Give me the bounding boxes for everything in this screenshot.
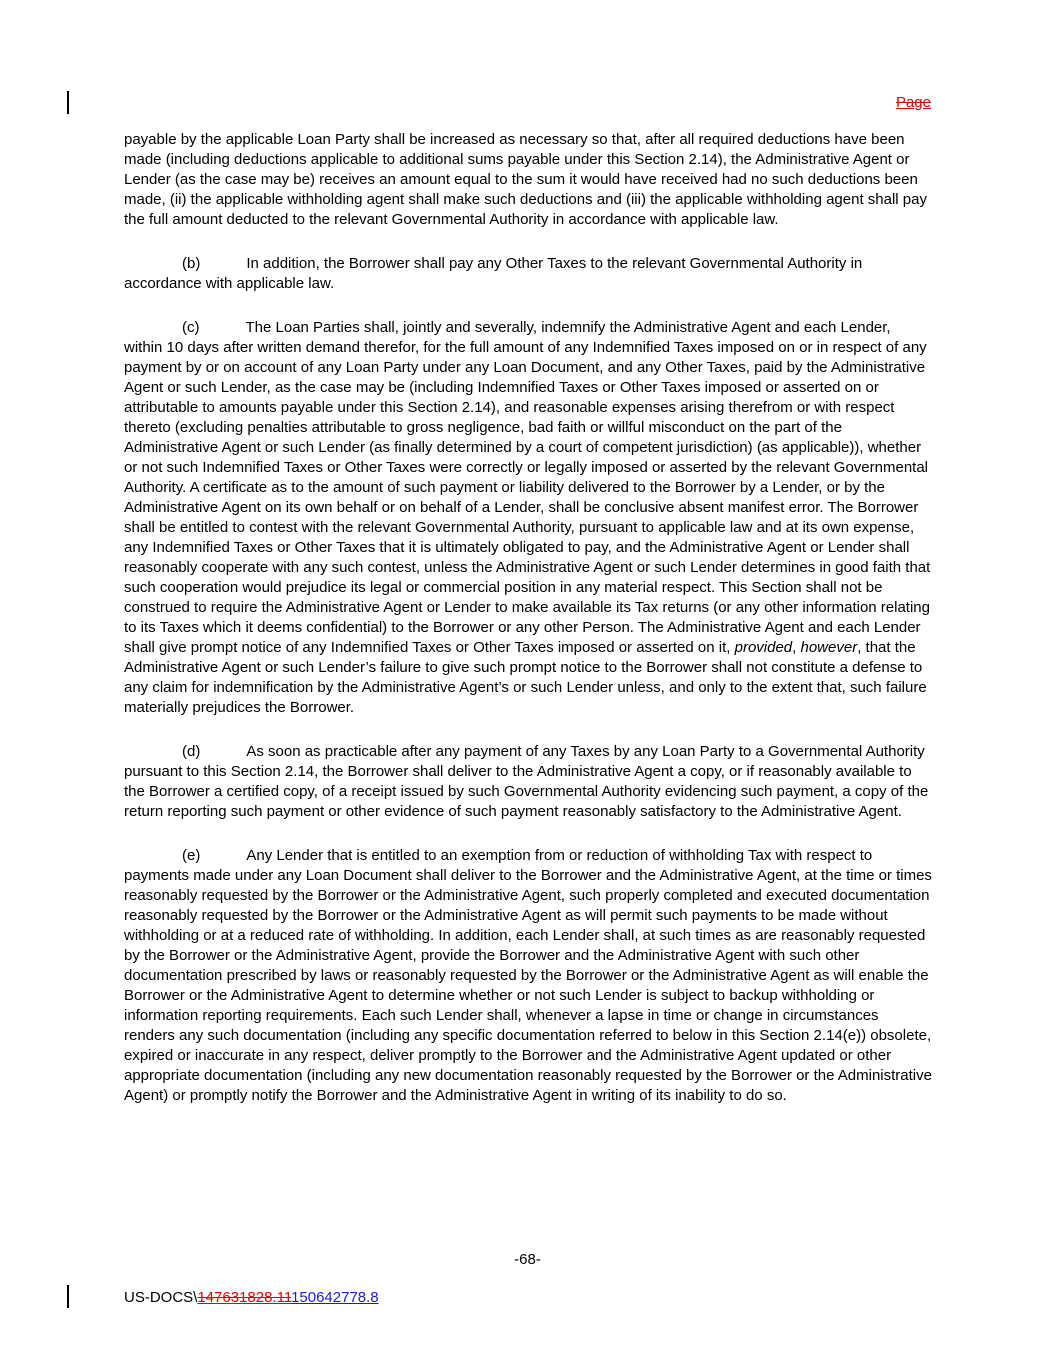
paragraph-d-text: As soon as practicable after any payment of any Taxes by any Loan Party to a Governmental Authority pursuant to this Section 2.14, the Borrower shall deliver to the Administrative Agent a copy, or if reasonably available to the Borrower a certified copy, of a receipt issued by such Governmental Authority evidencing such payment, a copy of the return reporting such payment or other evidence of such payment reasonably satisfactory to the Administrative Agent. bbox=[124, 743, 929, 820]
paragraph-c-text-1: The Loan Parties shall, jointly and severally, indemnify the Administrative Agent and each Lender, within 10 days after written demand therefor, for the full amount of any Indemnified Taxes imposed on or in respect of any payment by or on account of any Loan Party under any Loan Document, and any Other Taxes, paid by the Administrative Agent or such Lender, as the case may be (including Indemnified Taxes or Other Taxes imposed or asserted on or attributable to amounts payable under this Section 2.14), and reasonable expenses arising therefrom or with respect thereto (excluding penalties attributable to gross negligence, bad faith or willful misconduct on the part of the Administrative Agent or such Lender (as finally determined by a court of competent jurisdiction) (as applicable)), whether or not such Indemnified Taxes or Other Taxes were correctly or legally imposed or asserted by the relevant Governmental Authority. A certificate as to the amount of such payment or liability delivered to the Borrower by a Lender, or by the Administrative Agent on its own behalf or on behalf of a Lender, shall be conclusive absent manifest error. The Borrower shall be entitled to contest with the relevant Governmental Authority, pursuant to applicable law and at its own expense, any Indemnified Taxes or Other Taxes that it is ultimately obligated to pay, and the Administrative Agent or Lender shall reasonably cooperate with any such contest, unless the Administrative Agent or such Lender determines in good faith that such cooperation would prejudice its legal or commercial position in any material respect. This Section shall not be construed to require the Administrative Agent or Lender to make available its Tax returns (or any other information relating to its Taxes which it deems confidential) to the Borrower or any other Person. The Administrative Agent and each Lender shall give prompt notice of any Indemnified Taxes or Other Taxes imposed or asserted on it, bbox=[124, 319, 931, 656]
paragraph-b-label: (b) bbox=[182, 255, 201, 272]
doc-id-prefix: US-DOCS\ bbox=[124, 1289, 198, 1306]
doc-id-deleted: 147631828.11 bbox=[197, 1289, 292, 1306]
paragraph-e-label: (e) bbox=[182, 847, 201, 864]
paragraph-b-text: In addition, the Borrower shall pay any Other Taxes to the relevant Governmental Authority in accordance with applicable law. bbox=[124, 255, 863, 292]
page-header bbox=[124, 93, 931, 113]
page-number: -68- bbox=[514, 1251, 541, 1268]
paragraph-continuation bbox=[124, 130, 932, 230]
document-id-footer bbox=[124, 1288, 379, 1308]
doc-id-inserted: 150642778.8 bbox=[291, 1289, 379, 1306]
paragraph-b bbox=[124, 254, 932, 294]
paragraph-c-italic-however: however bbox=[800, 639, 858, 656]
paragraph-c-italic-provided: provided bbox=[734, 639, 793, 656]
paragraph-e-text: Any Lender that is entitled to an exemption from or reduction of withholding Tax with respect to payments made under any Loan Document shall deliver to the Borrower and the Administrative Agent, at the time or times reasonably requested by the Borrower or the Administrative Agent, such properly completed and executed documentation reasonably requested by the Borrower or the Administrative Agent as will permit such payments to be made without withholding or at a reduced rate of withholding. In addition, each Lender shall, at such times as are reasonably requested by the Borrower or the Administrative Agent, provide the Borrower and the Administrative Agent with such other documentation prescribed by laws or reasonably requested by the Borrower or the Administrative Agent as will enable the Borrower or the Administrative Agent to determine whether or not such Lender is subject to backup withholding or information reporting requirements. Each such Lender shall, whenever a lapse in time or change in circumstances renders any such documentation (including any specific documentation referred to below in this Section 2.14(e)) obsolete, expired or inaccurate in any respect, deliver promptly to the Borrower and the Administrative Agent updated or other appropriate documentation (including any new documentation reasonably requested by the Borrower or the Administrative Agent) or promptly notify the Borrower and the Administrative Agent in writing of its inability to do so. bbox=[124, 847, 932, 1104]
document-body bbox=[124, 130, 932, 1106]
paragraph-c bbox=[124, 318, 932, 718]
change-bar-top bbox=[67, 91, 69, 114]
paragraph-d-label: (d) bbox=[182, 743, 201, 760]
deleted-header-text: Page bbox=[895, 94, 931, 111]
paragraph-c-text-2: , that the Administrative Agent or such Lender’s failure to give such prompt notice to the Borrower shall not constitute a defense to any claim for indemnification by the Administrative Agent’s or such Lender unless, and only to the extent that, such failure materially prejudices the Borrower. bbox=[124, 639, 927, 716]
paragraph-continuation-text: payable by the applicable Loan Party shall be increased as necessary so that, after all required deductions have been made (including deductions applicable to additional sums payable under this Section 2.14), the Administrative Agent or Lender (as the case may be) receives an amount equal to the sum it would have received had no such deductions been made, (ii) the applicable withholding agent shall make such deductions and (iii) the applicable withholding agent shall pay the full amount deducted to the relevant Governmental Authority in accordance with applicable law. bbox=[124, 131, 927, 228]
paragraph-e bbox=[124, 846, 932, 1106]
paragraph-c-separator: , bbox=[792, 639, 801, 656]
paragraph-c-label: (c) bbox=[182, 319, 200, 336]
change-bar-bottom bbox=[67, 1285, 69, 1308]
paragraph-d bbox=[124, 742, 932, 822]
